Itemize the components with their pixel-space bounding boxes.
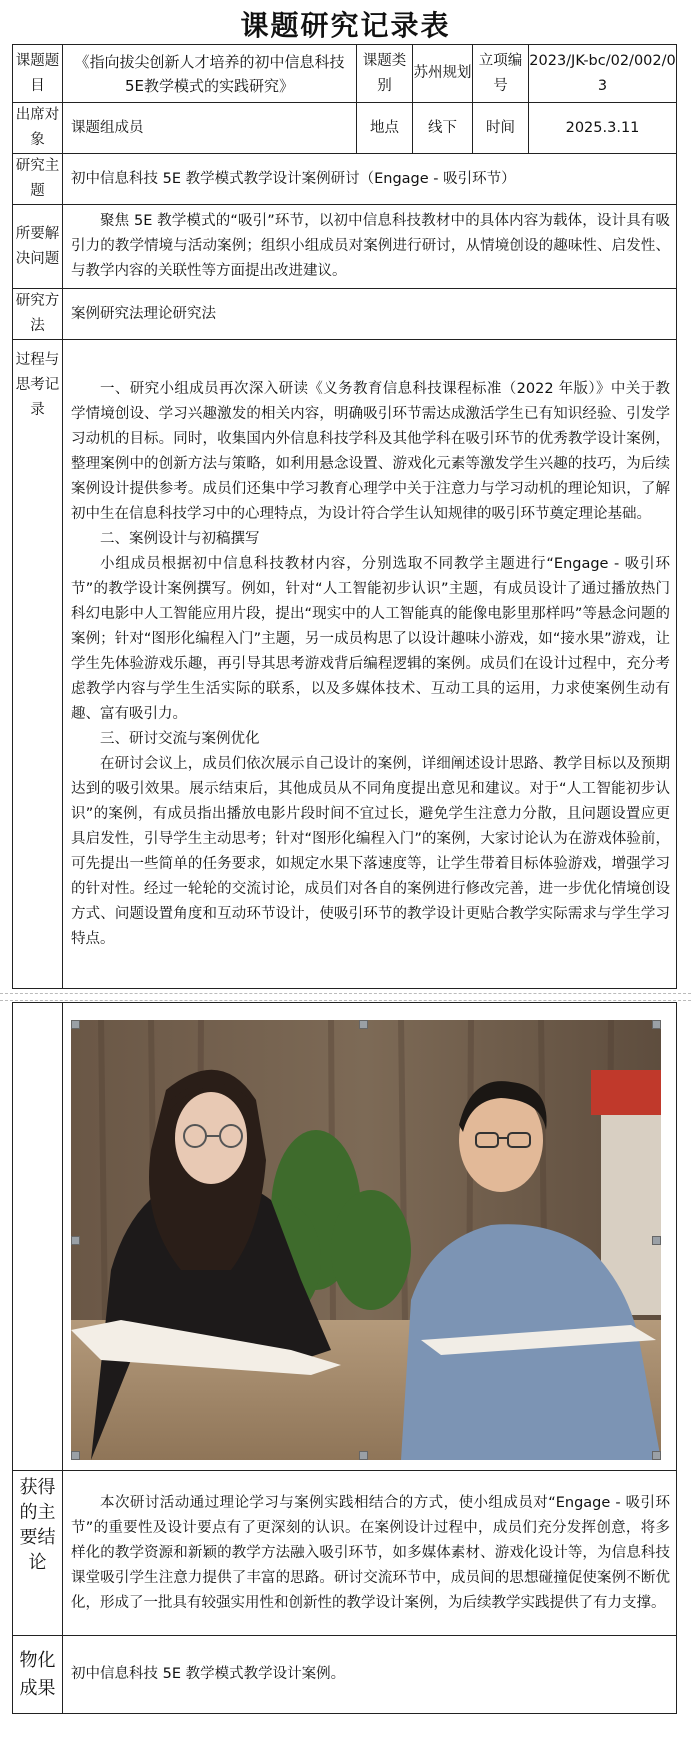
category-label: 课题类别 — [357, 45, 413, 103]
conclusion-label: 获得的主要结论 — [13, 1471, 63, 1636]
page-break — [0, 993, 691, 1001]
method-label: 研究方法 — [13, 289, 63, 340]
subject-label: 研究主题 — [13, 154, 63, 205]
meeting-photo-illustration — [71, 1020, 661, 1460]
process-heading-3: 三、研讨交流与案例优化 — [100, 730, 260, 747]
problem-value: 聚焦 5E 教学模式的“吸引”环节，以初中信息科技教材中的具体内容为载体，设计具有吸引力的教学情境与活动案例；组织小组成员对案例进行研讨，从情境创设的趣味性、启发性、与教学内容的关联性等方面提出改进建议。 — [63, 205, 677, 289]
process-record — [63, 340, 677, 989]
resize-handle-bottom-left[interactable] — [71, 1451, 80, 1460]
resize-handle-bottom[interactable] — [359, 1451, 368, 1460]
time-label: 时间 — [473, 103, 529, 154]
photo-cell — [63, 1003, 677, 1471]
record-table-continued — [12, 1002, 677, 1714]
attendees-label: 出席对象 — [13, 103, 63, 154]
time-value: 2025.3.11 — [529, 103, 677, 154]
outcome-value: 初中信息科技 5E 教学模式教学设计案例。 — [63, 1636, 677, 1714]
topic-label: 课题题目 — [13, 45, 63, 103]
project-no-value: 2023/JK-bc/02/002/03 — [529, 45, 677, 103]
resize-handle-left[interactable] — [71, 1236, 80, 1245]
resize-handle-right[interactable] — [652, 1236, 661, 1245]
resize-handle-top-right[interactable] — [652, 1020, 661, 1029]
process-paragraph-1: 一、研究小组成员再次深入研读《义务教育信息科技课程标准（2022 年版）》中关于教学情境创设、学习兴趣激发的相关内容，明确吸引环节需达成激活学生已有知识经验、引发学习动机的目标。同时，收集国内外信息科技学科及其他学科在吸引环节的优秀教学设计案例，整理案例中的创新方法与策略，如利用悬念设置、游戏化元素等激发学生兴趣的技巧，为后续案例设计提供参考。成员们还集中学习教育心理学中关于注意力与学习动机的理论知识，了解初中生在信息科技学习中的心理特点，为设计符合学生认知规律的吸引环节奠定理论基础。 — [71, 380, 670, 522]
category-value: 苏州规划 — [413, 45, 473, 103]
process-paragraph-2: 小组成员根据初中信息科技教材内容，分别选取不同教学主题进行“Engage - 吸引环节”的教学设计案例撰写。例如，针对“人工智能初步认识”主题，有成员设计了通过播放热门科幻电影中人工智能应用片段，提出“现实中的人工智能真的能像电影里那样吗”等悬念问题的案例；针对“图形化编程入门”主题，另一成员构思了以设计趣味小游戏，如“接水果”游戏，让学生先体验游戏乐趣，再引导其思考游戏背后编程逻辑的案例。成员们在设计过程中，充分考虑教学内容与学生生活实际的联系，以及多媒体技术、互动工具的运用，力求使案例生动有趣、富有吸引力。 — [71, 555, 670, 722]
resize-handle-top-left[interactable] — [71, 1020, 80, 1029]
method-value: 案例研究法理论研究法 — [63, 289, 677, 340]
photo-label-cell — [13, 1003, 63, 1471]
process-paragraph-3: 在研讨会议上，成员们依次展示自己设计的案例，详细阐述设计思路、教学目标以及预期达到的吸引效果。展示结束后，其他成员从不同角度提出意见和建议。对于“人工智能初步认识”的案例，有成员指出播放电影片段时间不宜过长，避免学生注意力分散，且问题设置应更具启发性，引导学生主动思考；针对“图形化编程入门”的案例，大家讨论认为在游戏体验前，可先提出一些简单的任务要求，如规定水果下落速度等，让学生带着目标体验游戏，增强学习的针对性。经过一轮轮的交流讨论，成员们对各自的案例进行修改完善，进一步优化情境创设方式、问题设置角度和互动环节设计，使吸引环节的教学设计更贴合教学实际需求与学生学习特点。 — [71, 755, 670, 947]
record-table — [12, 44, 677, 989]
page-title: 课题研究记录表 — [240, 9, 451, 42]
topic-value: 《指向拔尖创新人才培养的初中信息科技5E教学模式的实践研究》 — [63, 45, 357, 103]
process-label: 过程与思考记录 — [13, 340, 63, 989]
outcome-label: 物化成果 — [13, 1636, 63, 1714]
resize-handle-bottom-right[interactable] — [652, 1451, 661, 1460]
process-heading-2: 二、案例设计与初稿撰写 — [100, 530, 260, 547]
problem-label: 所要解决问题 — [13, 205, 63, 289]
meeting-photo[interactable] — [71, 1020, 661, 1460]
location-label: 地点 — [357, 103, 413, 154]
project-no-label: 立项编号 — [473, 45, 529, 103]
conclusion-value: 本次研讨活动通过理论学习与案例实践相结合的方式，使小组成员对“Engage - 吸引环节”的重要性及设计要点有了更深刻的认识。在案例设计过程中，成员们充分发挥创意，将多样化的教学资源和新颖的教学方法融入吸引环节，如多媒体素材、游戏化设计等，为信息科技课堂吸引学生注意力提供了丰富的思路。研讨交流环节中，成员间的思想碰撞促使案例不断优化，形成了一批具有较强实用性和创新性的教学设计案例，为后续教学实践提供了有力支撑。 — [63, 1471, 677, 1636]
resize-handle-top[interactable] — [359, 1020, 368, 1029]
location-value: 线下 — [413, 103, 473, 154]
attendees-value: 课题组成员 — [63, 103, 357, 154]
subject-value: 初中信息科技 5E 教学模式教学设计案例研讨（Engage - 吸引环节） — [63, 154, 677, 205]
